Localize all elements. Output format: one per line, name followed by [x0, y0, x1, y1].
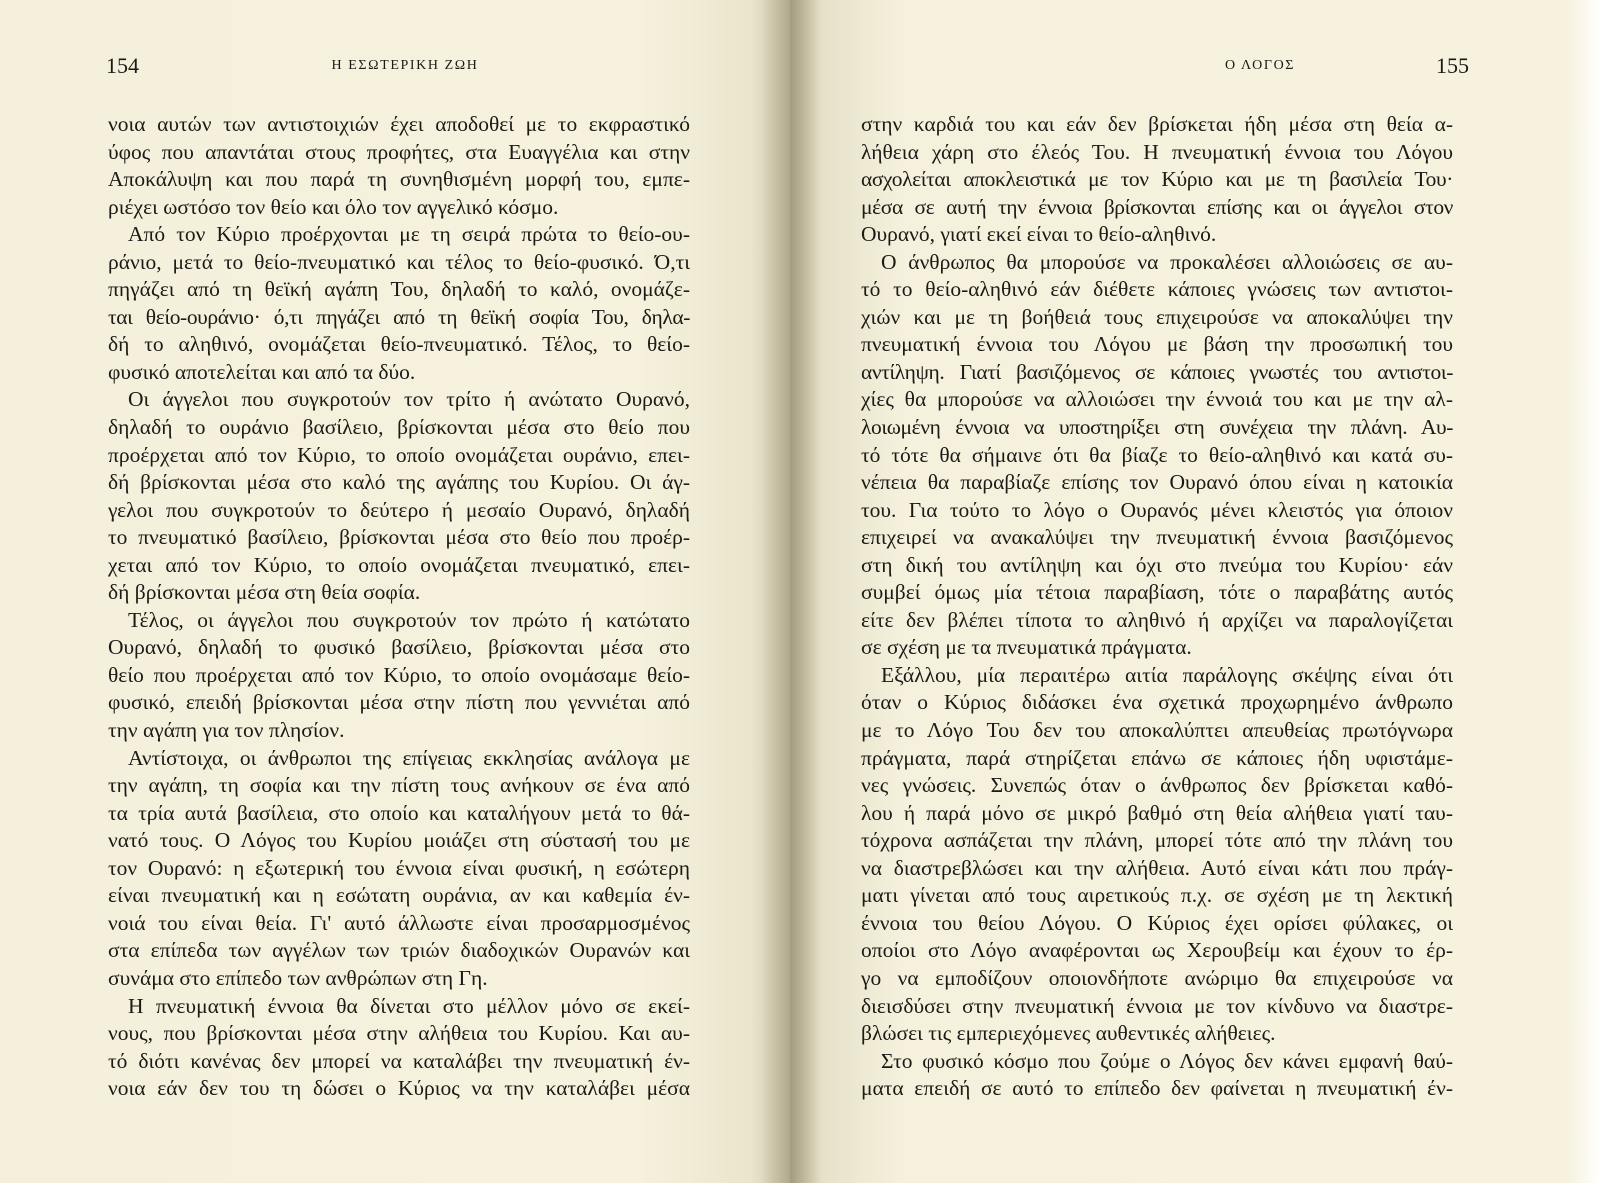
- text-line: λου ή παρά μόνο σε μικρό βαθμό στη θεία αλήθεια γιατί ταυ-: [861, 800, 1453, 825]
- text-line: συμβεί όμως μία τέτοια παραβίαση, τότε ο παραβάτης αυτός: [861, 580, 1453, 605]
- text-line: χίες θα μπορούσε να αλλοιώσει την έννοιά του και με την αλ-: [861, 387, 1453, 412]
- text-line: με το Λόγο Του δεν του αποκαλύπτει απευθείας πρωτόγνωρα: [861, 718, 1453, 743]
- text-line: φυσικό αποτελείται και από τα δύο.: [108, 359, 416, 384]
- page-number: 154: [106, 53, 139, 78]
- text-line: Από τον Κύριο προέρχονται με τη σειρά πρώτα το θείο-ου-: [128, 222, 690, 247]
- text-line: σε σχέση με τα πνευματικά πράγματα.: [861, 635, 1192, 660]
- text-line: χεται από τον Κύριο, το οποίο ονομάζεται πνευματικό, επει-: [108, 552, 690, 577]
- text-line: φυσικό, επειδή βρίσκονται μέσα στην πίστη που γεννιέται από: [108, 690, 690, 715]
- text-line: πηγάζει από τη θεϊκή αγάπη Του, δηλαδή το καλό, ονομάζε-: [108, 277, 690, 302]
- text-line: μέσα σε αυτή την έννοια βρίσκονται επίσης και οι άγγελοι στον: [861, 194, 1453, 219]
- text-line: τό τότε θα σήμαινε ότι θα βίαζε το θείο-αληθινό και κατά συ-: [861, 442, 1453, 467]
- right-page: [790, 0, 1600, 1183]
- text-line: δή βρίσκονται μέσα στη θεία σοφία.: [108, 580, 421, 605]
- text-line: διεισδύσει στην πνευματική έννοια με τον κίνδυνο να διαστρε-: [861, 993, 1453, 1018]
- text-line: Ο άνθρωπος θα μπορούσε να προκαλέσει αλλοιώσεις σε αυ-: [881, 249, 1453, 274]
- text-line: νατό τους. Ο Λόγος του Κυρίου μοιάζει στη σύστασή του με: [108, 828, 690, 853]
- gutter-shadow: [760, 0, 820, 1183]
- text-line: Αποκάλυψη και που παρά τη συνηθισμένη μορφή του, εμπε-: [108, 167, 690, 192]
- text-line: ματα επειδή σε αυτό το επίπεδο δεν φαίνεται η πνευματική έν-: [861, 1076, 1453, 1101]
- text-line: δηλαδή το ουράνιο βασίλειο, βρίσκονται μέσα στο θείο που: [108, 415, 690, 440]
- left-page: [0, 0, 790, 1183]
- text-line: πράγματα, παρά στηρίζεται επάνω σε κάποιες ήδη υφιστάμε-: [861, 745, 1453, 770]
- text-line: τό διότι κανένας δεν μπορεί να καταλάβει την πνευματική έν-: [108, 1048, 690, 1073]
- text-line: επιχειρεί να ανακαλύψει την πνευματική έννοια βασιζόμενος: [861, 525, 1453, 550]
- text-line: Στο φυσικό κόσμο που ζούμε ο Λόγος δεν κάνει εμφανή θαύ-: [881, 1048, 1453, 1073]
- text-line: το πνευματικό βασίλειο, βρίσκονται μέσα στο θείο που προέρ-: [108, 525, 690, 550]
- text-line: τα τρία αυτά βασίλεια, στο οποίο και καταλήγουν μετά το θά-: [108, 800, 690, 825]
- text-line: βλώσει τις εμπεριεχόμενες αυθεντικές αλήθειες.: [861, 1021, 1276, 1046]
- text-line: στην καρδιά του και εάν δεν βρίσκεται ήδη μέσα στη θεία α-: [861, 112, 1453, 136]
- text-line: νοιά του είναι θεία. Γι' αυτό άλλωστε είναι προσαρμοσμένος: [108, 910, 690, 935]
- text-line: είτε δεν βλέπει τίποτα το αληθινό ή αρχίζει να παραλογίζεται: [861, 607, 1453, 632]
- text-line: τόχρονα ασπάζεται την πλάνη, μπορεί τότε από την πλάνη του: [861, 828, 1453, 853]
- text-line: θείο που προέρχεται από τον Κύριο, το οποίο ονομάσαμε θείο-: [108, 662, 690, 687]
- text-line: πνευματική έννοια του Λόγου με βάση την προσωπική του: [861, 332, 1453, 357]
- text-line: είναι πνευματική και η εσώτατη ουράνια, αν και καθεμία έν-: [108, 883, 690, 908]
- text-line: λοιωμένη έννοια να υποστηρίξει στη συνέχεια την πλάνη. Αυ-: [861, 415, 1453, 440]
- text-line: ται θείο-ουράνιο· ό,τι πηγάζει από τη θεϊκή σοφία Του, δηλα-: [108, 304, 690, 329]
- text-line: την αγάπη, τη σοφία και την πίστη τους ανήκουν σε ένα από: [108, 773, 690, 798]
- text-line: νους, που βρίσκονται μέσα στην αλήθεια του Κυρίου. Και αυ-: [108, 1021, 690, 1046]
- text-line: Η πνευματική έννοια θα δίνεται στο μέλλον μόνο σε εκεί-: [128, 993, 690, 1018]
- text-line: νέπεια θα παραβίαζε επίσης τον Ουρανό όπου είναι η κατοικία: [861, 470, 1453, 495]
- text-line: του. Για τούτο το λόγο ο Ουρανός μένει κλειστός για όποιον: [861, 497, 1453, 522]
- body-text: [108, 111, 690, 1103]
- text-line: ύφος που απαντάται στους προφήτες, στα Ευαγγέλια και στην: [108, 139, 690, 164]
- text-line: ασχολείται αποκλειστικά με τον Κύριο και με τη βασιλεία Του·: [861, 167, 1453, 192]
- text-line: δή βρίσκονται μέσα στο καλό της αγάπης του Κυρίου. Οι άγ-: [108, 470, 690, 495]
- text-line: συνάμα στο επίπεδο των ανθρώπων στη Γη.: [108, 965, 488, 990]
- text-line: στα επίπεδα των αγγέλων των τριών διαδοχικών Ουρανών και: [108, 938, 690, 963]
- text-line: γελοι που συγκροτούν το δεύτερο ή μεσαίο Ουρανό, δηλαδή: [108, 497, 690, 522]
- text-line: τον Ουρανό: η εξωτερική του έννοια είναι φυσική, η εσώτερη: [108, 855, 690, 880]
- text-line: τό το θείο-αληθινό εάν διέθετε κάποιες γνώσεις των αντιστοι-: [861, 277, 1453, 302]
- text-line: λήθεια χάρη στο έλεός Του. Η πνευματική έννοια του Λόγου: [861, 139, 1453, 164]
- text-line: ριέχει ωστόσο τον θείο και όλο τον αγγελικό κόσμο.: [108, 194, 559, 219]
- text-line: να διαστρεβλώσει και την αλήθεια. Αυτό είναι κάτι που πράγ-: [861, 855, 1453, 880]
- text-line: Οι άγγελοι που συγκροτούν τον τρίτο ή ανώτατο Ουρανό,: [128, 387, 690, 412]
- text-line: νοια αυτών των αντιστοιχιών έχει αποδοθεί με το εκφραστικό: [108, 112, 690, 136]
- text-line: οποίοι στο Λόγο αναφέρονται ως Χερουβείμ και έχουν το έρ-: [861, 938, 1453, 963]
- running-head: Ο ΛΟΓΟΣ: [1224, 58, 1296, 73]
- body-text: [861, 111, 1453, 1103]
- text-line: νες γνώσεις. Συνεπώς όταν ο άνθρωπος δεν βρίσκεται καθό-: [861, 773, 1453, 798]
- text-line: Αντίστοιχα, οι άνθρωποι της επίγειας εκκλησίας ανάλογα με: [128, 745, 690, 770]
- text-line: ματι γίνεται από τους αιρετικούς π.χ. σε σχέση με τη λεκτική: [861, 883, 1453, 908]
- text-line: έννοια του θείου Λόγου. Ο Κύριος έχει ορίσει φύλακες, οι: [861, 910, 1453, 935]
- text-line: νοια εάν δεν του τη δώσει ο Κύριος να την καταλάβει μέσα: [108, 1076, 690, 1101]
- text-line: όταν ο Κύριος διδάσκει ένα σχετικά προχωρημένο άνθρωπο: [861, 690, 1453, 715]
- text-line: Εξάλλου, μία περαιτέρω αιτία παράλογης σκέψης είναι ότι: [881, 662, 1453, 687]
- text-line: στη δική του αντίληψη και όχι στο πνεύμα του Κυρίου· εάν: [861, 552, 1453, 577]
- text-line: αντίληψη. Γιατί βασιζόμενος σε κάποιες γνωστές του αντιστοι-: [861, 359, 1453, 384]
- page-number: 155: [1436, 53, 1469, 78]
- text-line: ράνιο, μετά το θείο-πνευματικό και τέλος το θείο-φυσικό. Ό,τι: [108, 249, 690, 274]
- text-line: προέρχεται από τον Κύριο, το οποίο ονομάζεται ουράνιο, επει-: [108, 442, 690, 467]
- text-line: Ουρανό, γιατί εκεί είναι το θείο-αληθινό.: [861, 222, 1217, 247]
- text-line: γο να εμποδίζουν οποιονδήποτε ανώριμο θα επιχειρούσε να: [861, 965, 1453, 990]
- text-line: Τέλος, οι άγγελοι που συγκροτούν τον πρώτο ή κατώτατο: [128, 607, 690, 632]
- running-head: Η ΕΣΩΤΕΡΙΚΗ ΖΩΗ: [331, 58, 479, 73]
- text-line: δή το αληθινό, ονομάζεται θείο-πνευματικό. Τέλος, το θείο-: [108, 332, 690, 357]
- text-line: Ουρανό, δηλαδή το φυσικό βασίλειο, βρίσκονται μέσα στο: [108, 635, 690, 660]
- text-line: χιών και με τη βοήθειά τους επιχειρούσε να αποκαλύψει την: [861, 304, 1453, 329]
- text-line: την αγάπη για τον πλησίον.: [108, 718, 345, 743]
